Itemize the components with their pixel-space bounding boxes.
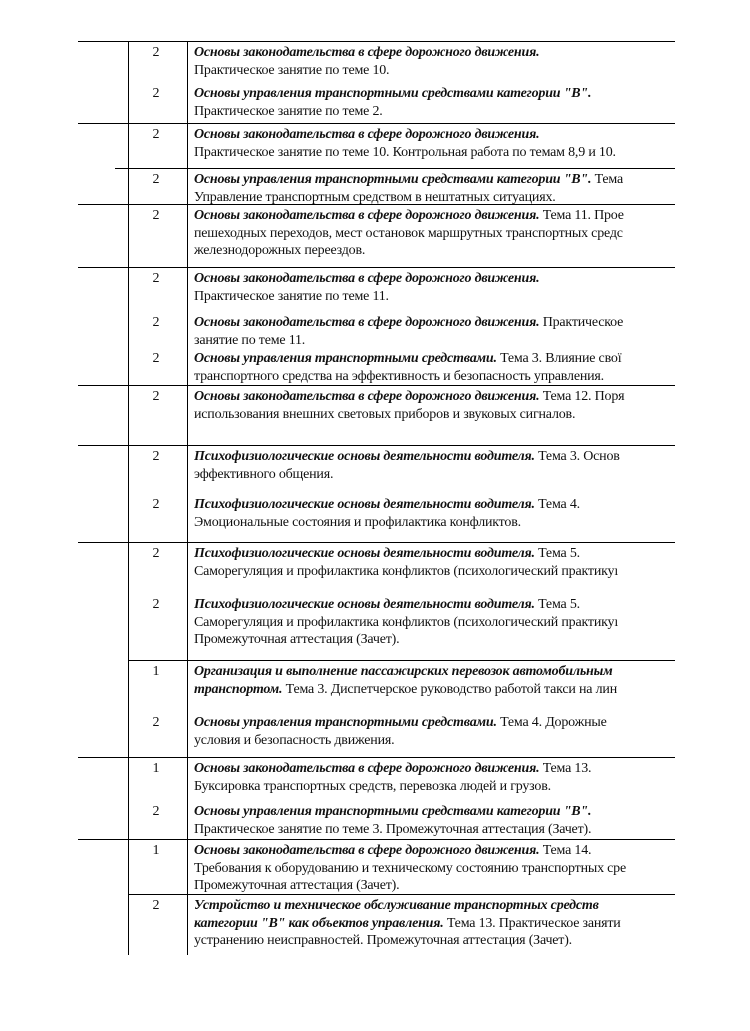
topic-line [194, 803, 675, 821]
topic-text: Управление транспортным средством в нештатных ситуациях. [194, 189, 556, 205]
topic-line [194, 514, 675, 532]
topic-line [194, 915, 675, 933]
subject-title: Основы законодательства в сфере дорожного движения. [194, 315, 540, 330]
row-divider [78, 542, 675, 543]
hours-cell: 2 [152, 86, 160, 101]
topic-text: устранению неисправностей. Промежуточная аттестация (Зачет). [194, 933, 572, 948]
hours-cell: 2 [152, 127, 160, 142]
row-divider [78, 445, 675, 446]
subject-title: транспортом. [194, 681, 283, 697]
topic-line [194, 448, 675, 466]
topic-line [194, 860, 675, 878]
topic-text: Эмоциональные состояния и профилактика конфликтов. [194, 514, 521, 530]
topic-text: Тема 3. Влияние свої [496, 351, 622, 366]
topic-text: Тема 12. Поря [539, 389, 625, 404]
subject-title: Основы законодательства в сфере дорожного движения. [194, 45, 540, 60]
hours-cell: 2 [152, 389, 160, 404]
subject-title: Основы законодательства в сфере дорожного движения. [194, 389, 540, 404]
hours-cell: 1 [152, 664, 160, 679]
hours-cell: 1 [152, 761, 160, 776]
topic-text: Тема 4. [534, 497, 580, 512]
topic-line [194, 631, 675, 649]
topic-line [194, 545, 675, 563]
topic-line [194, 314, 675, 332]
topic-line [194, 126, 675, 144]
topic-text: Буксировка транспортных средств, перевозка людей и грузов. [194, 778, 551, 794]
topic-text: использования внешних световых приборов и звуковых сигналов. [194, 406, 576, 422]
topic-text: Тема 13. Практическое заняти [443, 915, 621, 931]
topic-text: Требования к оборудованию и техническому состоянию транспортных сре [194, 860, 626, 876]
topic-text: Саморегуляция и профилактика конфликтов (психологический практикуı [194, 614, 619, 630]
topic-cell [194, 663, 675, 698]
topic-line [194, 350, 675, 368]
subject-title: Психофизиологические основы деятельности водителя. [194, 597, 535, 612]
subject-title: Устройство и техническое обслуживание транспортных средств [194, 898, 599, 913]
hours-cell: 2 [152, 898, 160, 913]
topic-line [194, 760, 675, 778]
hours-cell: 2 [152, 449, 160, 464]
subject-title: Организация и выполнение пассажирских перевозок автомобильным [194, 664, 613, 679]
topic-cell [194, 545, 675, 580]
row-divider [78, 757, 675, 758]
topic-text: Тема 13. [539, 761, 592, 776]
subject-title: Основы законодательства в сфере дорожного движения. [194, 127, 540, 142]
topic-text: железнодорожных переездов. [194, 243, 366, 258]
topic-cell [194, 44, 675, 79]
subject-title: Основы управления транспортными средствами категории "В". [194, 86, 592, 101]
topic-line [194, 614, 675, 632]
topic-text: условия и безопасность движения. [194, 732, 395, 748]
topic-line [194, 732, 675, 750]
topic-text: Тема 3. Диспетчерское руководство работой такси на лин [282, 681, 617, 697]
topic-line [194, 368, 675, 386]
subject-title: Основы законодательства в сфере дорожного движения. [194, 271, 540, 286]
topic-text: Практическое занятие по теме 11. [194, 288, 389, 304]
topic-text: Практическое занятие по теме 2. [194, 103, 383, 119]
hours-cell: 2 [152, 597, 160, 612]
subject-title: Основы управления транспортными средствами. [194, 351, 497, 366]
topic-cell [194, 270, 675, 305]
topic-cell [194, 448, 675, 483]
topic-line [194, 596, 675, 614]
topic-line [194, 144, 675, 162]
topic-cell [194, 803, 675, 838]
topic-cell [194, 126, 675, 161]
row-divider [78, 839, 675, 840]
topic-cell [194, 388, 675, 423]
topic-line [194, 842, 675, 860]
hours-cell: 2 [152, 351, 160, 366]
topic-line [194, 932, 675, 950]
topic-text: Тема 5. [534, 597, 580, 612]
row-divider [78, 41, 675, 42]
subject-title: Основы законодательства в сфере дорожного движения. [194, 208, 540, 223]
topic-text: Саморегуляция и профилактика конфликтов (психологический практикуı [194, 563, 619, 579]
topic-line [194, 466, 675, 484]
topic-line [194, 44, 675, 62]
hours-cell: 2 [152, 497, 160, 512]
topic-line [194, 332, 675, 350]
topic-cell [194, 496, 675, 531]
topic-text: Практическое занятие по теме 3. Промежуточная аттестация (Зачет). [194, 821, 592, 837]
hours-cell: 2 [152, 315, 160, 330]
topic-line [194, 62, 675, 80]
subject-title: Основы управления транспортными средствами. [194, 715, 497, 730]
topic-text: Тема 14. [539, 843, 592, 858]
topic-text: Тема 5. [534, 546, 580, 561]
topic-line [194, 406, 675, 424]
topic-line [194, 563, 675, 581]
topic-line [194, 778, 675, 796]
topic-text: Тема [591, 172, 623, 187]
row-divider [78, 123, 675, 124]
topic-text: Промежуточная аттестация (Зачет). [194, 632, 400, 647]
topic-line [194, 681, 675, 699]
subject-title: Основы управления транспортными средствами категории "В". [194, 172, 592, 187]
subject-title: Психофизиологические основы деятельности водителя. [194, 449, 535, 464]
topic-line [194, 270, 675, 288]
topic-line [194, 821, 675, 839]
subject-title: Основы законодательства в сфере дорожного движения. [194, 761, 540, 776]
row-divider [115, 168, 675, 169]
topic-text: Тема 11. Прое [539, 208, 624, 223]
subject-title: Психофизиологические основы деятельности водителя. [194, 497, 535, 512]
topic-cell [194, 171, 675, 206]
row-divider [128, 660, 675, 661]
topic-text: Промежуточная аттестация (Зачет). [194, 878, 400, 893]
topic-cell [194, 350, 675, 385]
subject-title: Основы законодательства в сфере дорожного движения. [194, 843, 540, 858]
topic-cell [194, 207, 675, 260]
topic-line [194, 714, 675, 732]
hours-cell: 2 [152, 546, 160, 561]
topic-cell [194, 842, 675, 895]
topic-text: эффективного общения. [194, 466, 334, 482]
topic-line [194, 189, 675, 207]
hours-cell: 2 [152, 804, 160, 819]
hours-cell: 1 [152, 843, 160, 858]
subject-title: Основы управления транспортными средствами категории "В". [194, 804, 592, 819]
hours-cell: 2 [152, 271, 160, 286]
topic-text: Практическое [539, 315, 624, 330]
topic-cell [194, 714, 675, 749]
topic-line [194, 85, 675, 103]
topic-text: Тема 3. Основ [534, 449, 620, 464]
hours-cell: 2 [152, 208, 160, 223]
topic-text: пешеходных переходов, мест остановок маршрутных транспортных средс [194, 225, 623, 241]
topic-line [194, 207, 675, 225]
hours-cell: 2 [152, 715, 160, 730]
topic-text: занятие по теме 11. [194, 332, 306, 348]
topic-text: Тема 4. Дорожные [496, 715, 607, 730]
topic-text: Практическое занятие по теме 10. Контрольная работа по темам 8,9 и 10. [194, 144, 616, 160]
topic-cell [194, 596, 675, 649]
topic-line [194, 103, 675, 121]
topic-cell [194, 85, 675, 120]
topic-line [194, 388, 675, 406]
topic-line [194, 897, 675, 915]
topic-line [194, 496, 675, 514]
subject-title: Психофизиологические основы деятельности водителя. [194, 546, 535, 561]
hours-cell: 2 [152, 45, 160, 60]
column-divider [187, 41, 188, 955]
topic-line [194, 288, 675, 306]
topic-text: транспортного средства на эффективность и безопасность управления. [194, 368, 604, 384]
topic-cell [194, 760, 675, 795]
topic-cell [194, 897, 675, 950]
subject-title: категории "В" как объектов управления. [194, 915, 444, 931]
topic-line [194, 877, 675, 895]
row-divider [78, 267, 675, 268]
topic-line [194, 663, 675, 681]
topic-line [194, 171, 675, 189]
hours-cell: 2 [152, 172, 160, 187]
topic-line [194, 225, 675, 243]
topic-line [194, 242, 675, 260]
row-divider [78, 385, 675, 386]
topic-text: Практическое занятие по теме 10. [194, 62, 390, 78]
topic-cell [194, 314, 675, 349]
